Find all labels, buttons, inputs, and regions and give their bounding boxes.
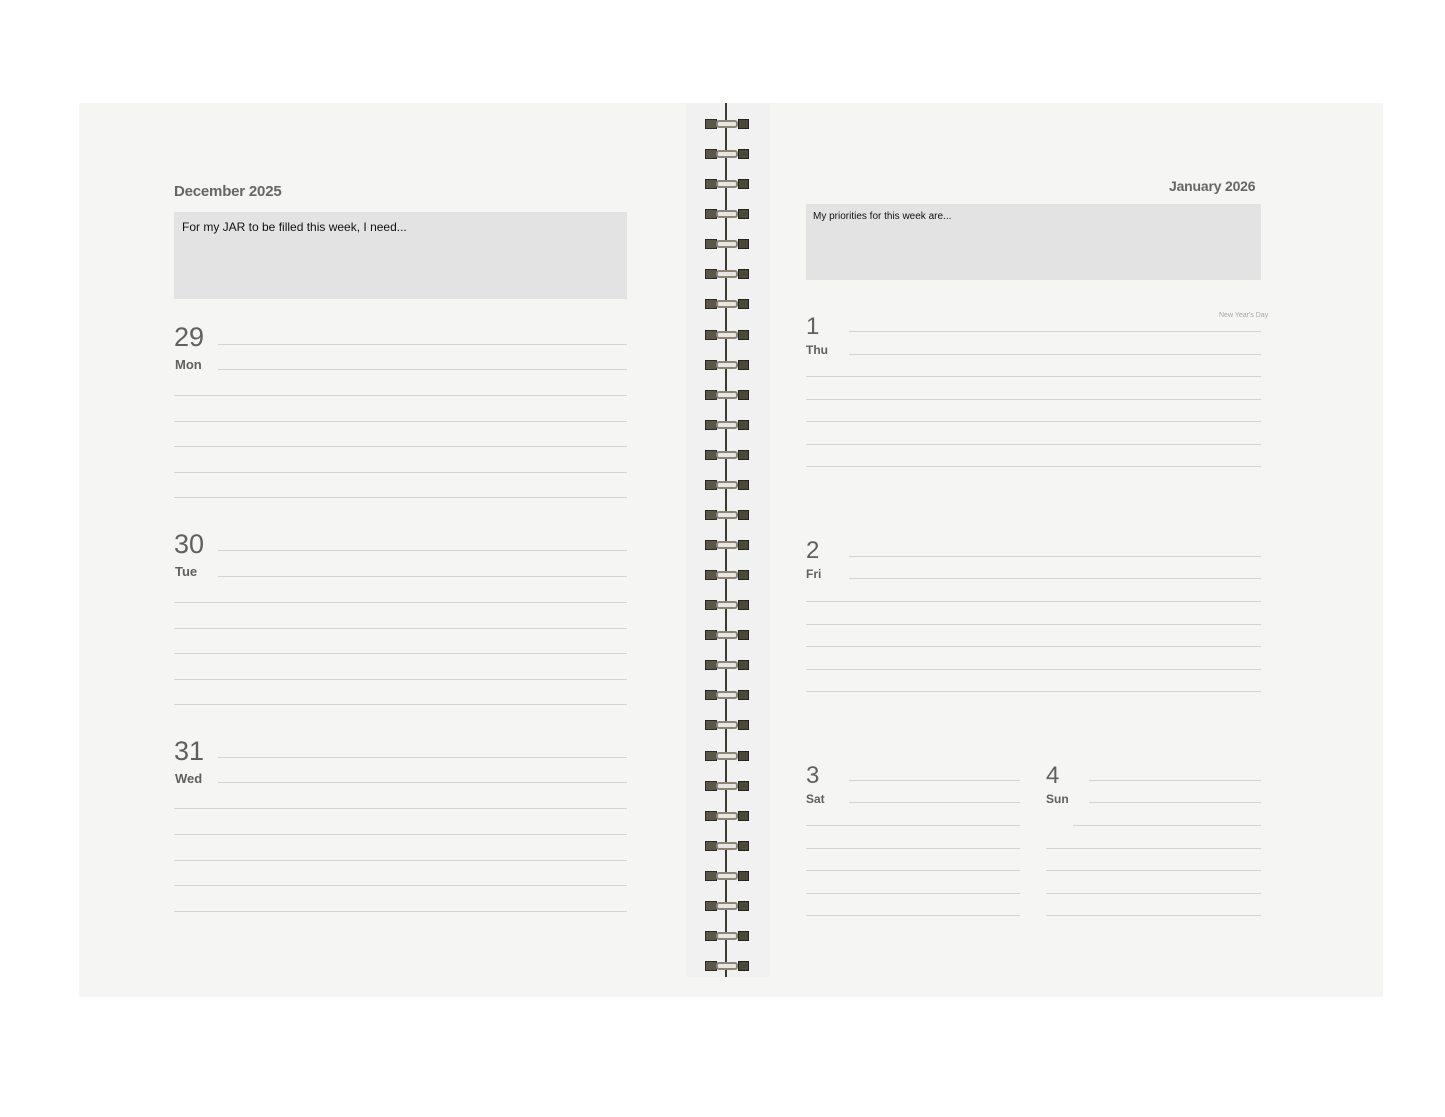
writing-line[interactable] [174,628,627,629]
writing-line[interactable] [1046,870,1261,871]
day-number: 4 [1046,762,1060,789]
binding-ring [705,358,749,372]
writing-line[interactable] [806,893,1020,894]
binding-ring [705,508,749,522]
writing-line[interactable] [849,780,1020,781]
binding-ring [705,538,749,552]
writing-line[interactable] [218,369,627,370]
right-month-title: January 2026 [1169,178,1256,194]
day-name: Fri [806,567,822,581]
writing-line[interactable] [174,808,627,809]
writing-line[interactable] [806,870,1020,871]
binding-ring [705,147,749,161]
binding-ring [705,568,749,582]
writing-line[interactable] [174,446,627,447]
writing-line[interactable] [218,757,627,758]
writing-line[interactable] [849,354,1261,355]
writing-line[interactable] [218,576,627,577]
binding-ring [705,297,749,311]
writing-line[interactable] [806,376,1261,377]
binding-ring [705,688,749,702]
binding-ring [705,929,749,943]
day-number: 1 [806,313,820,340]
binding-ring [705,328,749,342]
binding-ring [705,598,749,612]
binding-ring [705,959,749,973]
binding-ring [705,899,749,913]
writing-line[interactable] [174,421,627,422]
writing-line[interactable] [174,911,627,912]
writing-line[interactable] [1073,825,1261,826]
binding-ring [705,448,749,462]
binding-ring [705,749,749,763]
binding-ring [705,658,749,672]
writing-line[interactable] [174,602,627,603]
writing-line[interactable] [806,915,1020,916]
writing-line[interactable] [806,669,1261,670]
writing-line[interactable] [174,653,627,654]
day-name: Mon [175,357,202,372]
day-name: Sun [1046,792,1069,806]
right-prompt-text: My priorities for this week are... [813,211,952,222]
day-name: Thu [806,343,828,357]
writing-line[interactable] [1046,915,1261,916]
binding-ring [705,388,749,402]
writing-line[interactable] [806,601,1261,602]
writing-line[interactable] [174,860,627,861]
writing-line[interactable] [218,782,627,783]
writing-line[interactable] [174,679,627,680]
binding-ring [705,207,749,221]
binding-ring [705,869,749,883]
writing-line[interactable] [1046,848,1261,849]
holiday-label: New Year's Day [1219,312,1269,319]
writing-line[interactable] [174,885,627,886]
binding-ring [705,839,749,853]
writing-line[interactable] [849,578,1261,579]
writing-line[interactable] [849,802,1020,803]
writing-line[interactable] [806,624,1261,625]
writing-line[interactable] [174,497,627,498]
binding-ring [705,628,749,642]
binding-ring [705,718,749,732]
binding-ring [705,117,749,131]
writing-line[interactable] [806,646,1261,647]
writing-line[interactable] [218,550,627,551]
writing-line[interactable] [1046,893,1261,894]
writing-line[interactable] [174,704,627,705]
day-name: Wed [175,771,203,786]
writing-line[interactable] [1089,780,1261,781]
writing-line[interactable] [849,331,1261,332]
day-name: Sat [806,792,825,806]
writing-line[interactable] [806,848,1020,849]
writing-line[interactable] [849,556,1261,557]
writing-line[interactable] [174,472,627,473]
day-number: 29 [174,322,205,352]
writing-line[interactable] [806,399,1261,400]
left-prompt-text: For my JAR to be filled this week, I need... [182,220,407,234]
writing-line[interactable] [806,444,1261,445]
writing-line[interactable] [174,834,627,835]
writing-line[interactable] [174,395,627,396]
binding-ring [705,478,749,492]
writing-line[interactable] [806,421,1261,422]
day-number: 3 [806,762,820,789]
day-number: 30 [174,529,205,559]
binding-ring [705,809,749,823]
writing-line[interactable] [806,825,1020,826]
binding-ring [705,177,749,191]
writing-line[interactable] [806,466,1261,467]
writing-line[interactable] [1089,802,1261,803]
writing-line[interactable] [218,344,627,345]
left-month-title: December 2025 [174,183,282,200]
binding-ring [705,237,749,251]
writing-line[interactable] [806,691,1261,692]
binding-ring [705,418,749,432]
day-number: 31 [174,736,205,766]
binding-ring [705,267,749,281]
binding-ring [705,779,749,793]
day-number: 2 [806,537,820,564]
day-name: Tue [175,564,198,579]
